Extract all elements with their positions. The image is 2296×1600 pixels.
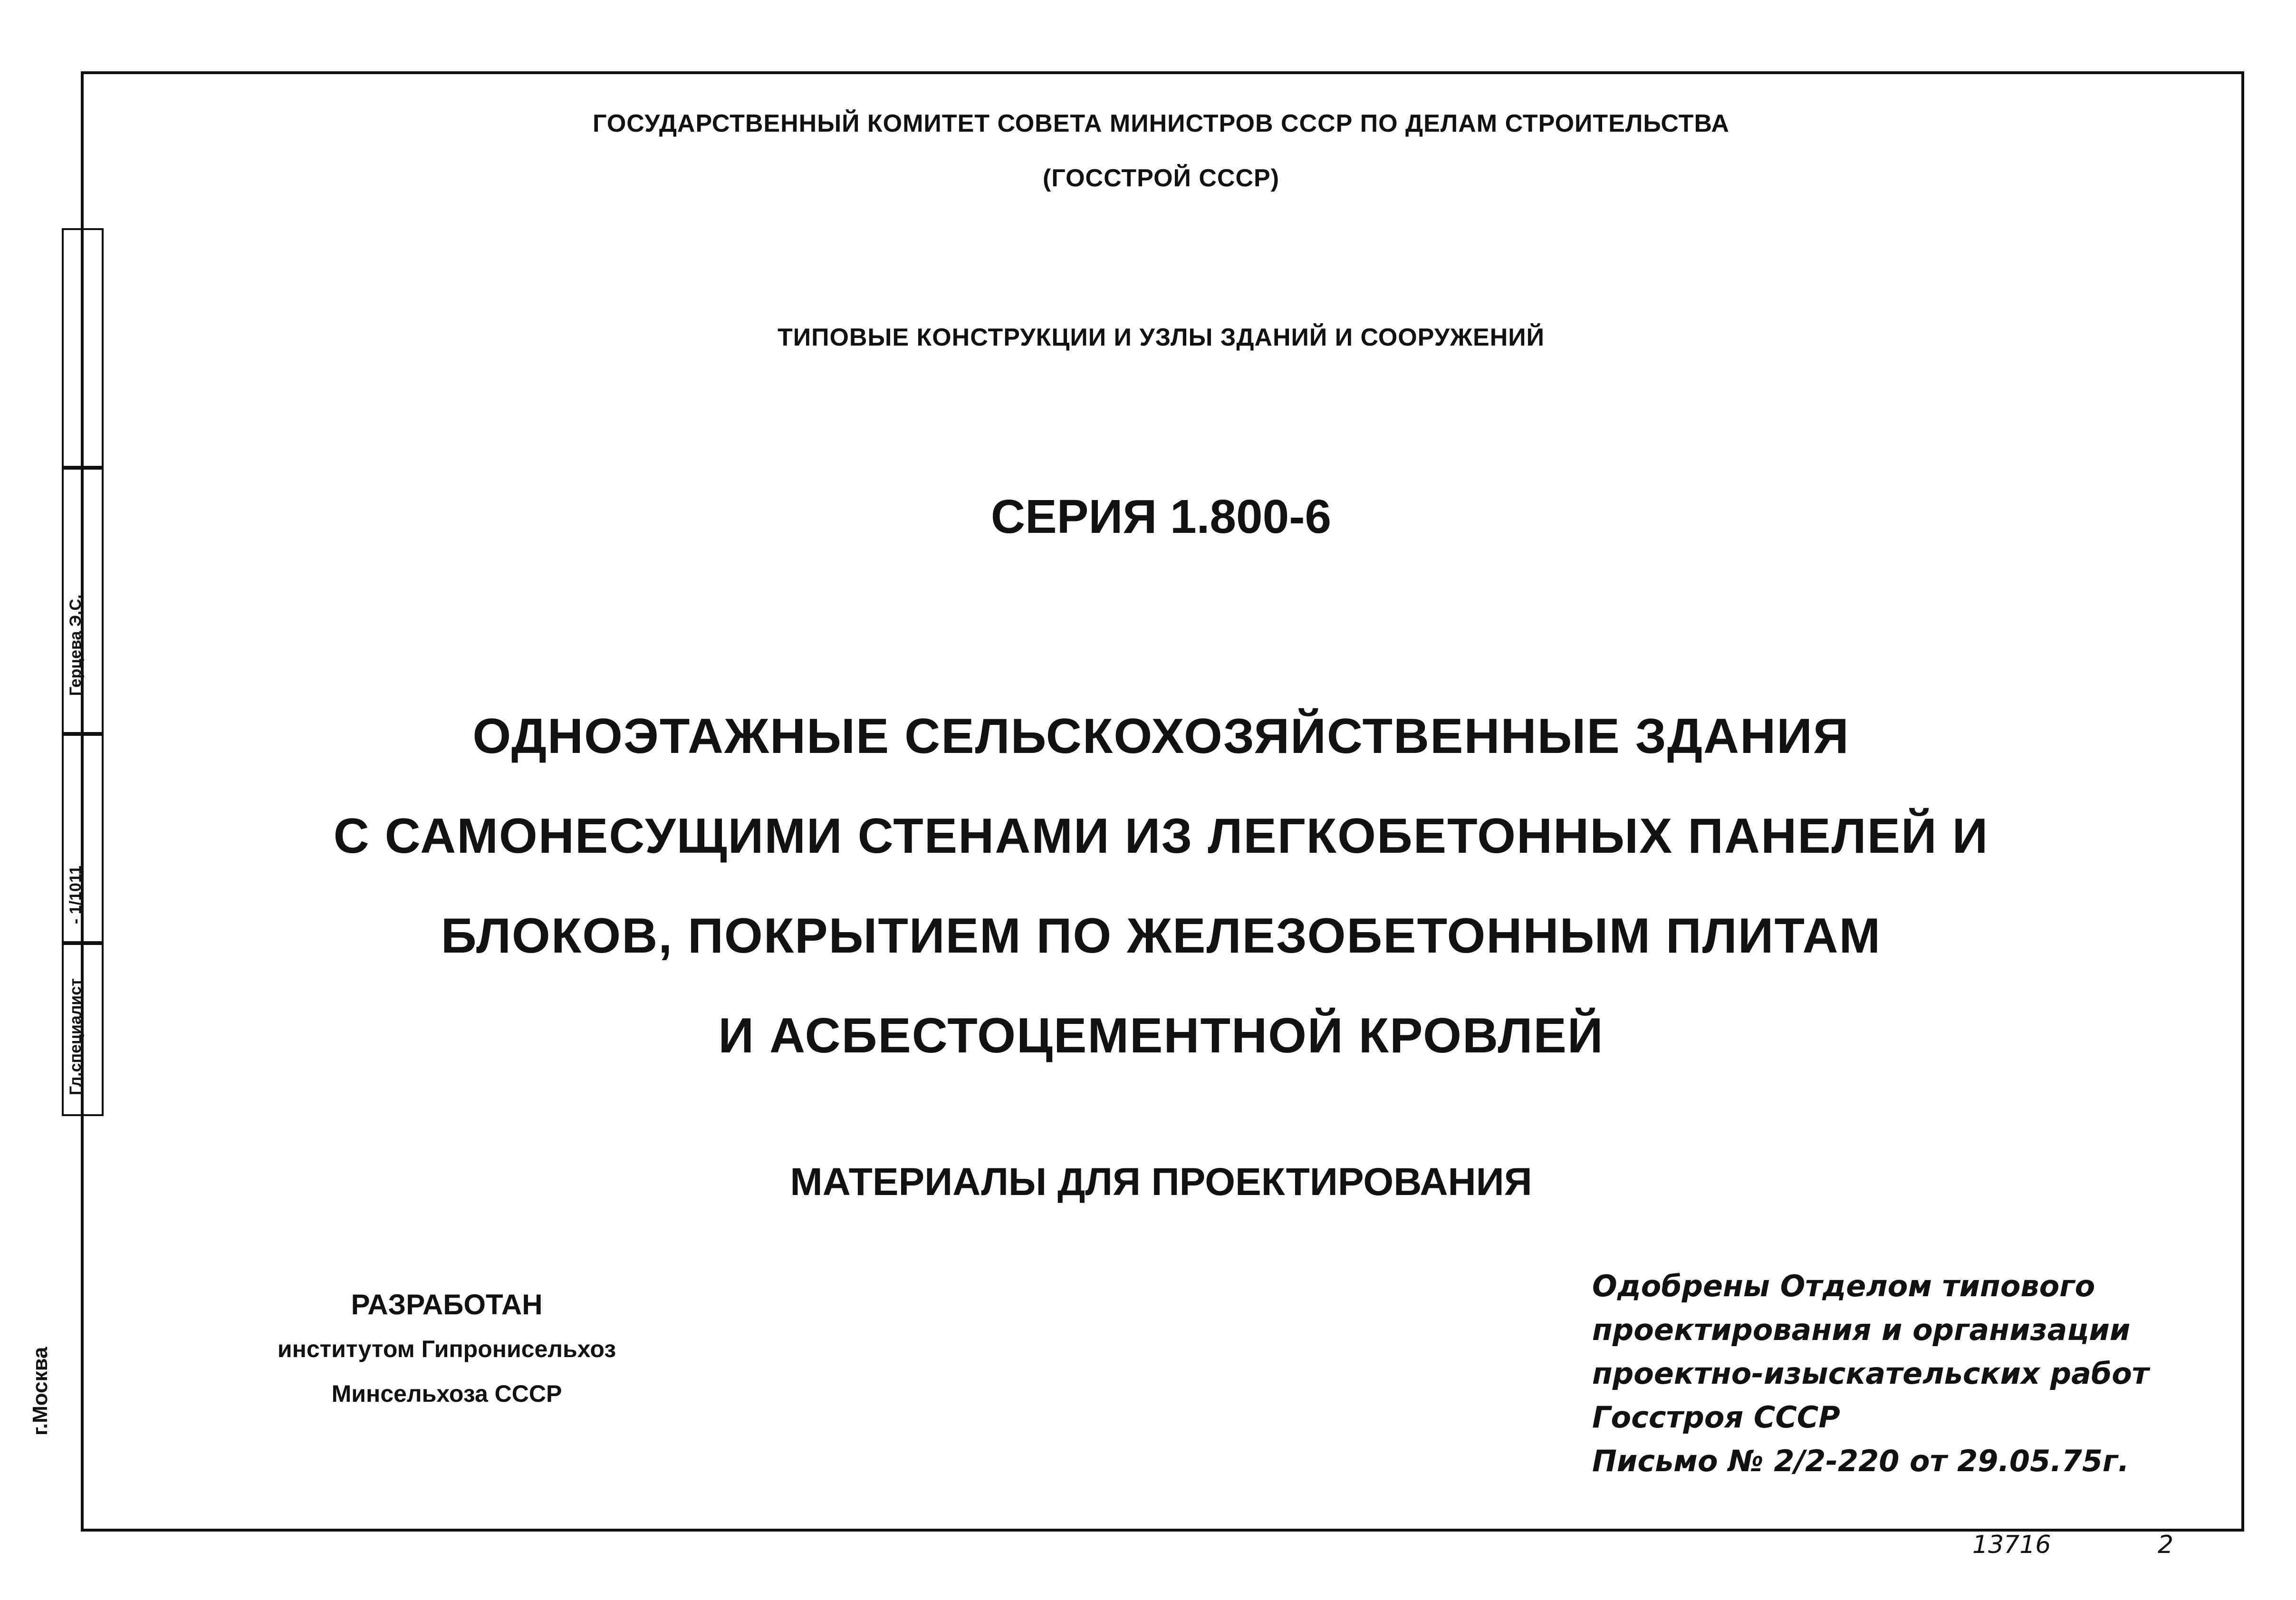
- developer-institute: институтом Гипронисельхоз: [277, 1336, 616, 1362]
- document-number: 13716: [1972, 1531, 2051, 1559]
- developer-block: [209, 1288, 684, 1425]
- developer-label: РАЗРАБОТАН: [351, 1289, 543, 1320]
- title-line-3: БЛОКОВ, ПОКРЫТИЕМ ПО ЖЕЛЕЗОБЕТОННЫМ ПЛИТАМ: [441, 908, 1882, 964]
- approval-line: проектно-изыскательских работ: [1592, 1356, 2149, 1391]
- series-number: СЕРИЯ 1.800-6: [990, 490, 1332, 543]
- committee-header: ГОСУДАРСТВЕННЫЙ КОМИТЕТ СОВЕТА МИНИСТРОВ СССР ПО ДЕЛАМ СТРОИТЕЛЬСТВА: [593, 110, 1729, 137]
- approval-line: проектирования и организации: [1592, 1312, 2131, 1347]
- page-number: 2: [2158, 1531, 2174, 1559]
- stamp-cell-code: [62, 732, 104, 945]
- stamp-code: - 1/1011: [67, 866, 85, 924]
- series-subtitle: ТИПОВЫЕ КОНСТРУКЦИИ И УЗЛЫ ЗДАНИЙ И СООРУЖЕНИЙ: [777, 324, 1545, 351]
- materials-heading: МАТЕРИАЛЫ ДЛЯ ПРОЕКТИРОВАНИЯ: [790, 1160, 1532, 1204]
- title-line-4: И АСБЕСТОЦЕМЕНТНОЙ КРОВЛЕЙ: [718, 1008, 1604, 1063]
- title-line-2: С САМОНЕСУЩИМИ СТЕНАМИ ИЗ ЛЕГКОБЕТОННЫХ ПАНЕЛЕЙ И: [333, 809, 1989, 864]
- city-label: г.Москва: [29, 1347, 52, 1436]
- approval-line: Госстроя СССР: [1592, 1400, 1840, 1435]
- stamp-cell-role: [62, 941, 104, 1116]
- developer-ministry: Минсельхоза СССР: [331, 1380, 562, 1407]
- approval-line: Письмо № 2/2-220 от 29.05.75г.: [1592, 1444, 2129, 1478]
- author-name: Герцева Э.С.: [67, 594, 85, 696]
- side-stamp: [62, 228, 102, 1226]
- approval-stamp: [1592, 1264, 2149, 1483]
- approval-line: Одобрены Отделом типового: [1592, 1269, 2095, 1303]
- stamp-cell-author: [62, 466, 104, 736]
- stamp-role: Гл.специалист: [67, 978, 85, 1095]
- stamp-cell-empty: [62, 228, 104, 470]
- committee-abbreviation: (ГОССТРОЙ СССР): [1042, 164, 1280, 192]
- title-line-1: ОДНОЭТАЖНЫЕ СЕЛЬСКОХОЗЯЙСТВЕННЫЕ ЗДАНИЯ: [472, 709, 1850, 764]
